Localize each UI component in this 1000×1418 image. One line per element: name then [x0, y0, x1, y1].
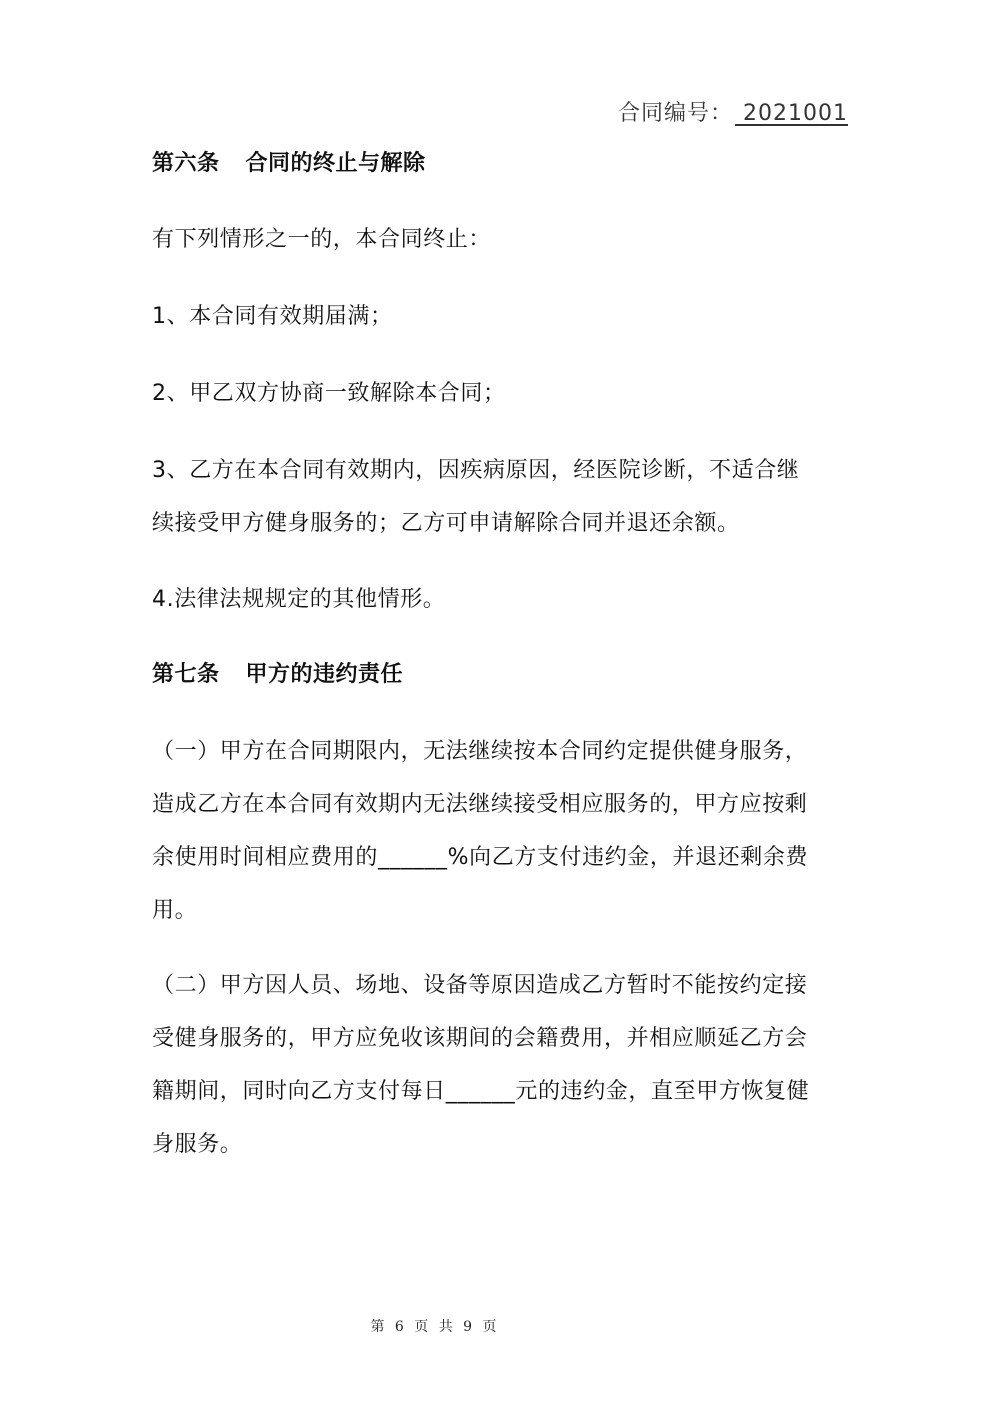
article-7-title: 甲方的违约责任 [245, 662, 404, 687]
article-7-clause-1-line-1: （一）甲方在合同期限内，无法继续按本合同约定提供健身服务， [152, 739, 808, 764]
article-7-clause-2-line-2: 受健身服务的，甲方应免收该期间的会籍费用，并相应顺延乙方会 [152, 1026, 808, 1051]
article-6-item-1: 1、本合同有效期届满； [152, 304, 393, 329]
article-7-clause-1-line-4: 用。 [152, 898, 198, 923]
article-7-clause-2-line-4: 身服务。 [152, 1132, 243, 1157]
article-7-clause-1-line-2: 造成乙方在本合同有效期内无法继续接受相应服务的，甲方应按剩 [152, 792, 808, 817]
page-number-footer: 第 6 页 共 9 页 [370, 1319, 500, 1335]
article-6-item-2: 2、甲乙双方协商一致解除本合同； [152, 381, 506, 406]
contract-number-value: 2021001 [743, 101, 848, 126]
article-7-number: 第七条 [152, 662, 220, 687]
article-6-heading [152, 146, 426, 177]
contract-number [618, 96, 848, 127]
contract-number-label: 合同编号： [618, 101, 734, 126]
article-6-item-3-line-1: 3、乙方在本合同有效期内，因疾病原因，经医院诊断，不适合继 [152, 458, 800, 483]
article-6-number: 第六条 [152, 151, 220, 176]
article-6-title: 合同的终止与解除 [245, 151, 426, 176]
article-6-item-4: 4.法律法规规定的其他情形。 [152, 587, 446, 612]
article-7-heading [152, 657, 403, 688]
article-7-clause-2-line-3: 籍期间，同时向乙方支付每日______元的违约金，直至甲方恢复健 [152, 1079, 810, 1104]
article-7-clause-2-line-1: （二）甲方因人员、场地、设备等原因造成乙方暂时不能按约定接 [152, 973, 808, 998]
article-6-item-3-line-2: 续接受甲方健身服务的；乙方可申请解除合同并退还余额。 [152, 511, 740, 536]
article-6-intro: 有下列情形之一的，本合同终止： [152, 227, 492, 252]
article-7-clause-1-line-3: 余使用时间相应费用的______%向乙方支付违约金，并退还剩余费 [152, 845, 809, 870]
